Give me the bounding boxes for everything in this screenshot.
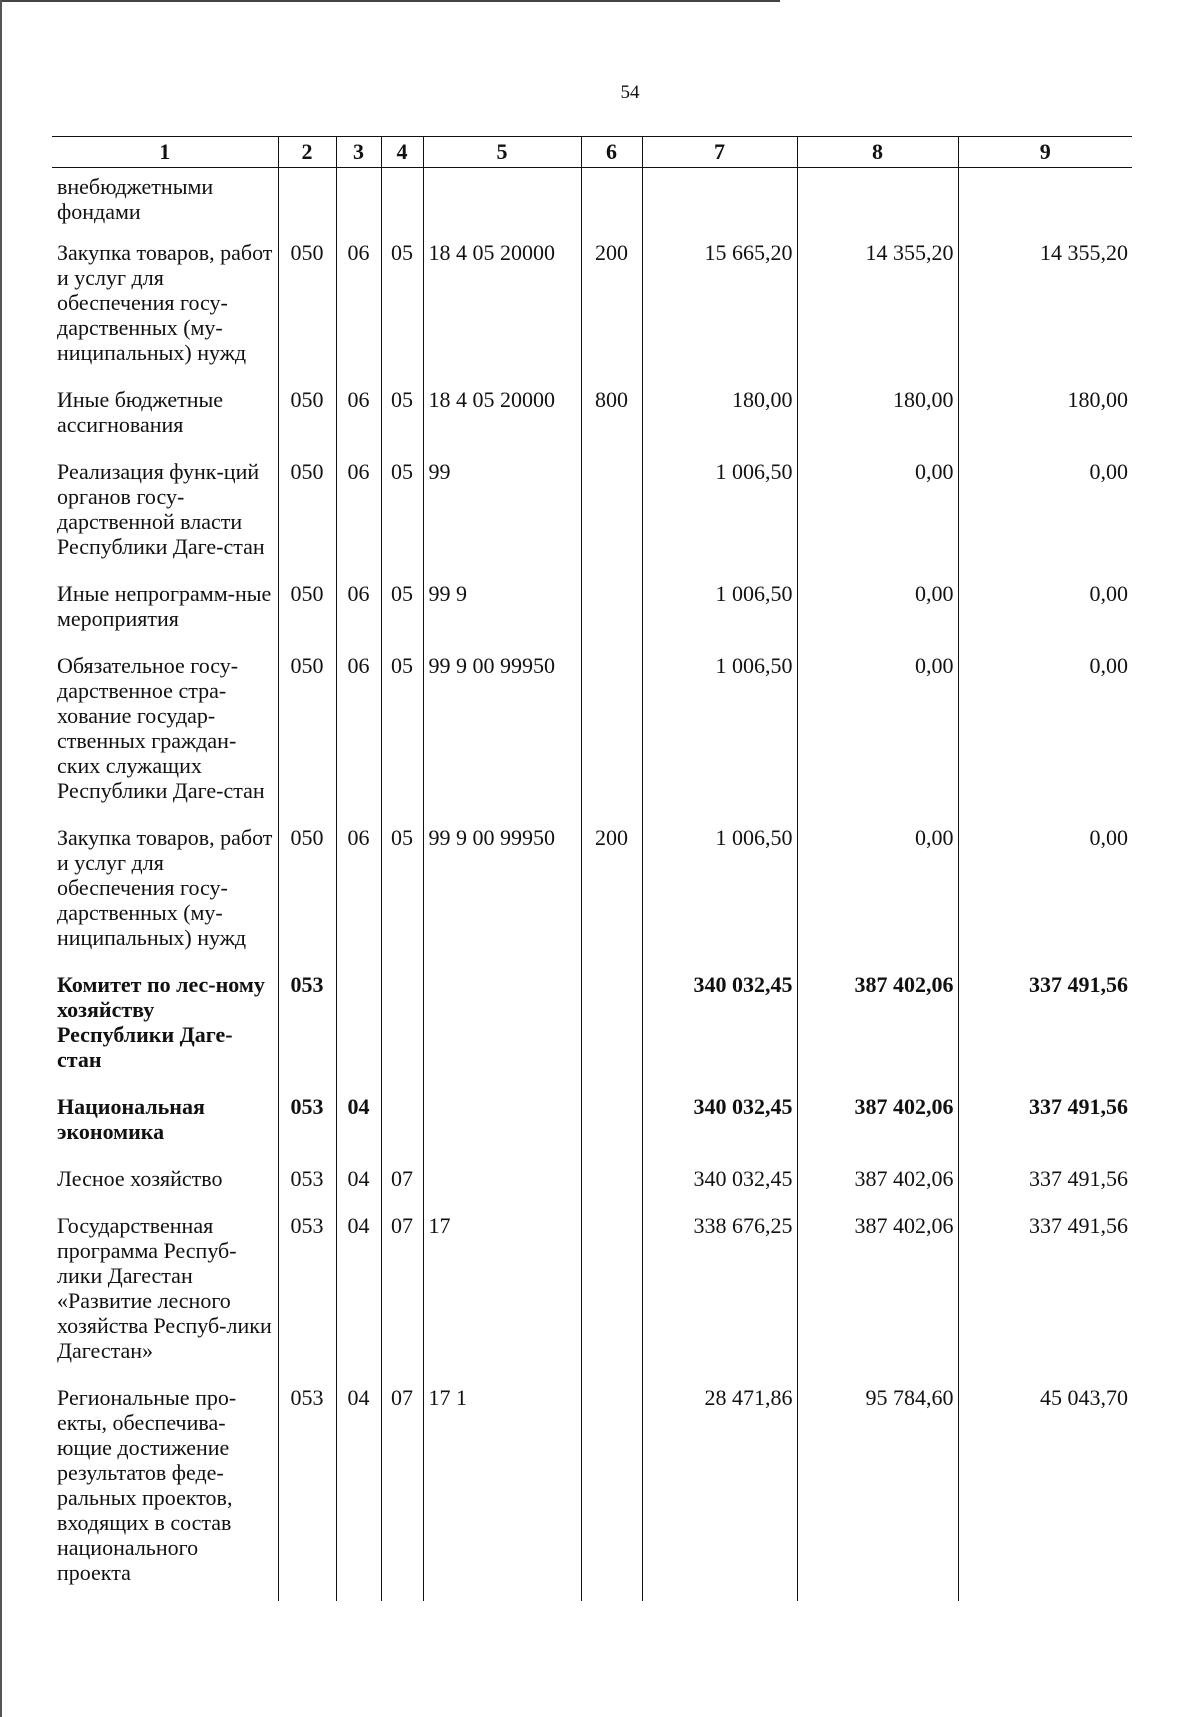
cell-amount-col7: 1 006,50 <box>642 819 797 966</box>
column-header: 9 <box>958 137 1132 168</box>
cell-expense-type: 800 <box>581 381 642 453</box>
scan-edge-left <box>0 0 2 1717</box>
cell-admin-code: 050 <box>278 234 336 381</box>
cell-amount-col7: 340 032,45 <box>642 1088 797 1160</box>
cell-amount-col7: 1 006,50 <box>642 647 797 819</box>
cell-amount-col8: 387 402,06 <box>797 1160 958 1207</box>
table-row <box>52 819 1132 966</box>
cell-expense-type <box>581 453 642 575</box>
cell-amount-col8: 0,00 <box>797 453 958 575</box>
table-row <box>52 381 1132 453</box>
cell-amount-col8: 180,00 <box>797 381 958 453</box>
cell-admin-code: 050 <box>278 453 336 575</box>
cell-section <box>336 168 381 235</box>
cell-amount-col9: 0,00 <box>958 819 1132 966</box>
cell-amount-col8 <box>797 168 958 235</box>
cell-name: Иные бюджетные ассигнования <box>57 387 224 437</box>
table-row <box>52 1160 1132 1207</box>
table-row <box>52 168 1132 235</box>
cell-subsection: 05 <box>381 453 423 575</box>
cell-subsection <box>381 1088 423 1160</box>
cell-name: Региональные про-екты, обеспечива-ющие достижение результатов феде-ральных проектов, входящих в состав национального проекта <box>57 1385 237 1585</box>
cell-amount-col9: 0,00 <box>958 575 1132 647</box>
column-header: 8 <box>797 137 958 168</box>
cell-name: внебюджетными фондами <box>57 174 214 224</box>
column-header: 4 <box>381 137 423 168</box>
column-header: 1 <box>52 137 278 168</box>
cell-name: Иные непрограмм-ные мероприятия <box>57 581 272 631</box>
cell-subsection <box>381 168 423 235</box>
cell-target-article: 99 9 00 99950 <box>423 647 581 819</box>
cell-amount-col8: 0,00 <box>797 575 958 647</box>
cell-amount-col8: 387 402,06 <box>797 1207 958 1379</box>
cell-admin-code: 050 <box>278 819 336 966</box>
cell-amount-col9: 0,00 <box>958 647 1132 819</box>
cell-amount-col9: 180,00 <box>958 381 1132 453</box>
cell-admin-code: 050 <box>278 381 336 453</box>
cell-subsection: 07 <box>381 1207 423 1379</box>
cell-name: Лесное хозяйство <box>57 1166 223 1191</box>
table-header <box>52 137 1132 168</box>
cell-subsection: 07 <box>381 1160 423 1207</box>
cell-section: 04 <box>336 1160 381 1207</box>
cell-expense-type <box>581 1379 642 1601</box>
cell-target-article: 18 4 05 20000 <box>423 234 581 381</box>
cell-admin-code: 050 <box>278 647 336 819</box>
cell-amount-col8: 387 402,06 <box>797 1088 958 1160</box>
cell-amount-col9: 0,00 <box>958 453 1132 575</box>
cell-subsection: 05 <box>381 381 423 453</box>
cell-name: Обязательное госу-дарственное стра-хование государ-ственных граждан-ских служащих Республики Даге-стан <box>57 653 265 803</box>
cell-expense-type: 200 <box>581 234 642 381</box>
cell-amount-col7: 180,00 <box>642 381 797 453</box>
cell-target-article <box>423 1160 581 1207</box>
cell-admin-code: 050 <box>278 575 336 647</box>
cell-target-article: 18 4 05 20000 <box>423 381 581 453</box>
scan-edge-top <box>0 0 780 2</box>
cell-section: 06 <box>336 647 381 819</box>
cell-target-article: 99 9 <box>423 575 581 647</box>
cell-expense-type <box>581 168 642 235</box>
cell-section: 06 <box>336 381 381 453</box>
cell-target-article: 17 <box>423 1207 581 1379</box>
cell-amount-col7: 1 006,50 <box>642 453 797 575</box>
column-header: 7 <box>642 137 797 168</box>
cell-amount-col7: 28 471,86 <box>642 1379 797 1601</box>
cell-name: Государственная программа Респуб-лики Дагестан «Развитие лесного хозяйства Респуб-лики Дагестан» <box>57 1213 272 1363</box>
cell-expense-type <box>581 575 642 647</box>
cell-section <box>336 966 381 1088</box>
cell-amount-col8: 14 355,20 <box>797 234 958 381</box>
column-header: 6 <box>581 137 642 168</box>
table-row <box>52 234 1132 381</box>
cell-target-article: 99 9 00 99950 <box>423 819 581 966</box>
cell-admin-code: 053 <box>278 1379 336 1601</box>
cell-amount-col8: 387 402,06 <box>797 966 958 1088</box>
cell-name: Закупка товаров, работ и услуг для обеспечения госу-дарственных (му-ниципальных) нужд <box>57 240 273 365</box>
cell-expense-type <box>581 1207 642 1379</box>
cell-name: Комитет по лес-ному хозяйству Республики Даге-стан <box>57 972 265 1072</box>
cell-expense-type <box>581 1160 642 1207</box>
cell-section: 04 <box>336 1088 381 1160</box>
cell-amount-col9: 14 355,20 <box>958 234 1132 381</box>
cell-amount-col7: 1 006,50 <box>642 575 797 647</box>
cell-amount-col9: 337 491,56 <box>958 966 1132 1088</box>
cell-subsection <box>381 966 423 1088</box>
cell-expense-type: 200 <box>581 819 642 966</box>
cell-subsection: 05 <box>381 819 423 966</box>
table-body <box>52 168 1132 1602</box>
cell-name: Национальная экономика <box>57 1094 205 1144</box>
cell-admin-code <box>278 168 336 235</box>
cell-section: 04 <box>336 1207 381 1379</box>
cell-amount-col9: 45 043,70 <box>958 1379 1132 1601</box>
cell-subsection: 07 <box>381 1379 423 1601</box>
cell-amount-col7: 15 665,20 <box>642 234 797 381</box>
cell-section: 06 <box>336 575 381 647</box>
cell-admin-code: 053 <box>278 1207 336 1379</box>
table-row <box>52 1379 1132 1601</box>
table-row <box>52 1088 1132 1160</box>
cell-amount-col9 <box>958 168 1132 235</box>
cell-section: 06 <box>336 234 381 381</box>
table-row <box>52 453 1132 575</box>
header-row <box>52 137 1132 168</box>
cell-amount-col7 <box>642 168 797 235</box>
cell-amount-col7: 340 032,45 <box>642 1160 797 1207</box>
cell-subsection: 05 <box>381 234 423 381</box>
column-header: 5 <box>423 137 581 168</box>
cell-amount-col9: 337 491,56 <box>958 1088 1132 1160</box>
table-row <box>52 966 1132 1088</box>
cell-section: 06 <box>336 453 381 575</box>
table-row <box>52 647 1132 819</box>
cell-subsection: 05 <box>381 575 423 647</box>
column-header: 3 <box>336 137 381 168</box>
cell-amount-col9: 337 491,56 <box>958 1160 1132 1207</box>
cell-amount-col8: 95 784,60 <box>797 1379 958 1601</box>
cell-admin-code: 053 <box>278 1088 336 1160</box>
cell-name: Реализация функ-ций органов госу-дарственной власти Республики Даге-стан <box>57 459 265 559</box>
cell-target-article: 99 <box>423 453 581 575</box>
cell-expense-type <box>581 1088 642 1160</box>
cell-amount-col8: 0,00 <box>797 647 958 819</box>
column-header: 2 <box>278 137 336 168</box>
cell-amount-col7: 340 032,45 <box>642 966 797 1088</box>
table-row <box>52 1207 1132 1379</box>
cell-amount-col8: 0,00 <box>797 819 958 966</box>
cell-amount-col9: 337 491,56 <box>958 1207 1132 1379</box>
cell-target-article: 17 1 <box>423 1379 581 1601</box>
cell-target-article <box>423 1088 581 1160</box>
cell-admin-code: 053 <box>278 1160 336 1207</box>
cell-section: 06 <box>336 819 381 966</box>
budget-table <box>52 136 1132 1601</box>
cell-name: Закупка товаров, работ и услуг для обеспечения госу-дарственных (му-ниципальных) нужд <box>57 825 273 950</box>
cell-target-article <box>423 966 581 1088</box>
cell-amount-col7: 338 676,25 <box>642 1207 797 1379</box>
cell-expense-type <box>581 966 642 1088</box>
cell-target-article <box>423 168 581 235</box>
cell-section: 04 <box>336 1379 381 1601</box>
cell-admin-code: 053 <box>278 966 336 1088</box>
page-number: 54 <box>620 82 640 103</box>
cell-subsection: 05 <box>381 647 423 819</box>
table-row <box>52 575 1132 647</box>
cell-expense-type <box>581 647 642 819</box>
